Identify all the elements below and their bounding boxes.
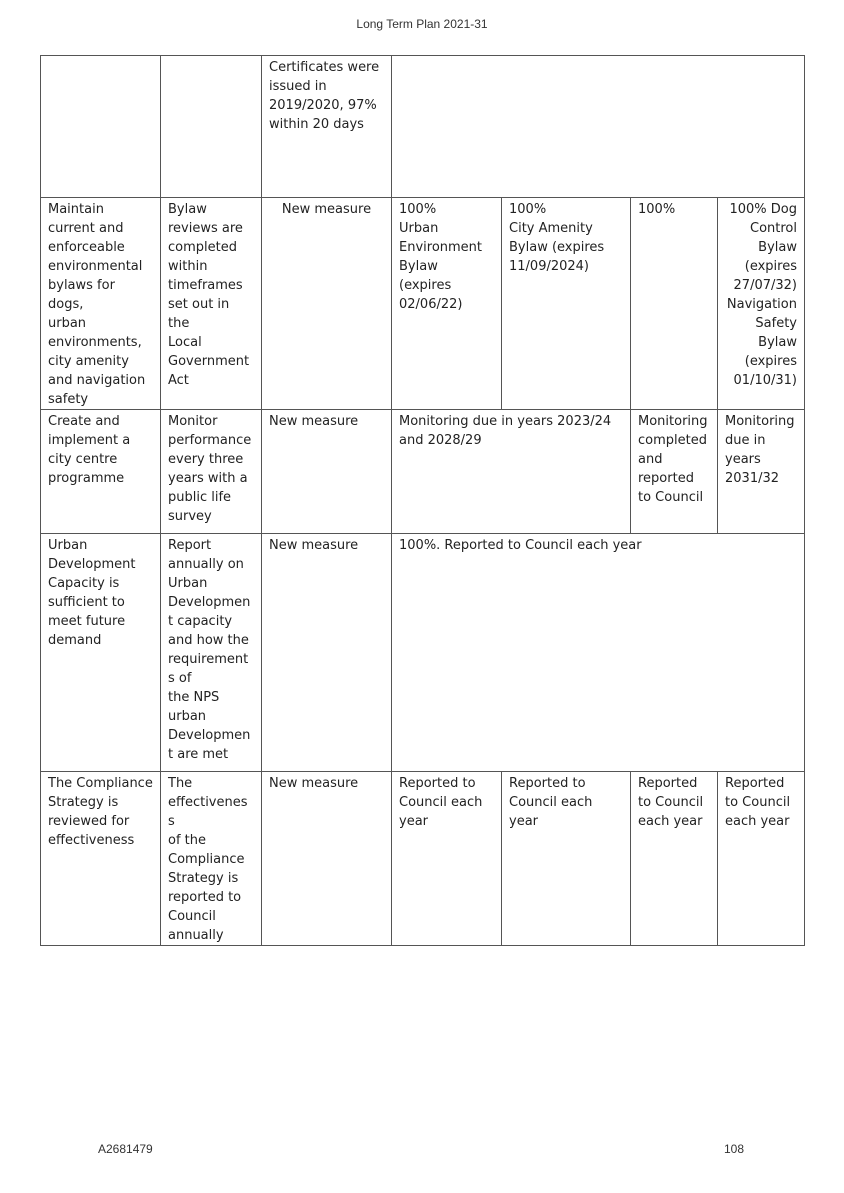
document-id: A2681479	[98, 1142, 153, 1156]
table-cell: New measure	[262, 198, 392, 410]
table-cell: New measure	[262, 410, 392, 534]
table-cell: 100%. Reported to Council each year	[392, 534, 805, 772]
table-cell: 100% City Amenity Bylaw (expires 11/09/2024)	[502, 198, 631, 410]
table-cell: Monitor performance every three years with a public life survey	[161, 410, 262, 534]
table-cell: 100% Dog Control Bylaw (expires 27/07/32) Navigation Safety Bylaw (expires 01/10/31)	[718, 198, 805, 410]
page-header-title: Long Term Plan 2021-31	[356, 17, 488, 31]
table-cell: Reported to Council each year	[502, 772, 631, 946]
table-cell	[41, 56, 161, 198]
table-cell: New measure	[262, 534, 392, 772]
table-cell: Create and implement a city centre programme	[41, 410, 161, 534]
table-cell	[161, 56, 262, 198]
table-cell: Reported to Council each year	[718, 772, 805, 946]
table-row	[41, 772, 805, 946]
table-cell: Report annually on Urban Developmen t capacity and how the requirement s of the NPS urban Developmen t are met	[161, 534, 262, 772]
table-cell: New measure	[262, 772, 392, 946]
table-cell: The effectiveness of the Compliance Strategy is reported to Council annually	[161, 772, 262, 946]
page-number: 108	[724, 1142, 745, 1156]
table-cell: Reported to Council each year	[392, 772, 502, 946]
table-cell	[392, 56, 805, 198]
table-cell: Monitoring due in years 2023/24 and 2028/29	[392, 410, 631, 534]
table-row	[41, 198, 805, 410]
table-row	[41, 534, 805, 772]
table-cell: Monitoring completed and reported to Council	[631, 410, 718, 534]
levels-of-service-table	[40, 55, 805, 946]
table-row	[41, 410, 805, 534]
table-cell: Reported to Council each year	[631, 772, 718, 946]
table-row	[41, 56, 805, 198]
table-cell: Monitoring due in years 2031/32	[718, 410, 805, 534]
table-cell: Urban Development Capacity is sufficient to meet future demand	[41, 534, 161, 772]
table-cell: Bylaw reviews are completed within timeframes set out in the Local Government Act	[161, 198, 262, 410]
table-cell: Maintain current and enforceable environmental bylaws for dogs, urban environments, city amenity and navigation safety	[41, 198, 161, 410]
table-cell: The Compliance Strategy is reviewed for effectiveness	[41, 772, 161, 946]
table-cell: Certificates were issued in 2019/2020, 97% within 20 days	[262, 56, 392, 198]
table-cell: 100%	[631, 198, 718, 410]
table-cell: 100% Urban Environment Bylaw (expires 02/06/22)	[392, 198, 502, 410]
